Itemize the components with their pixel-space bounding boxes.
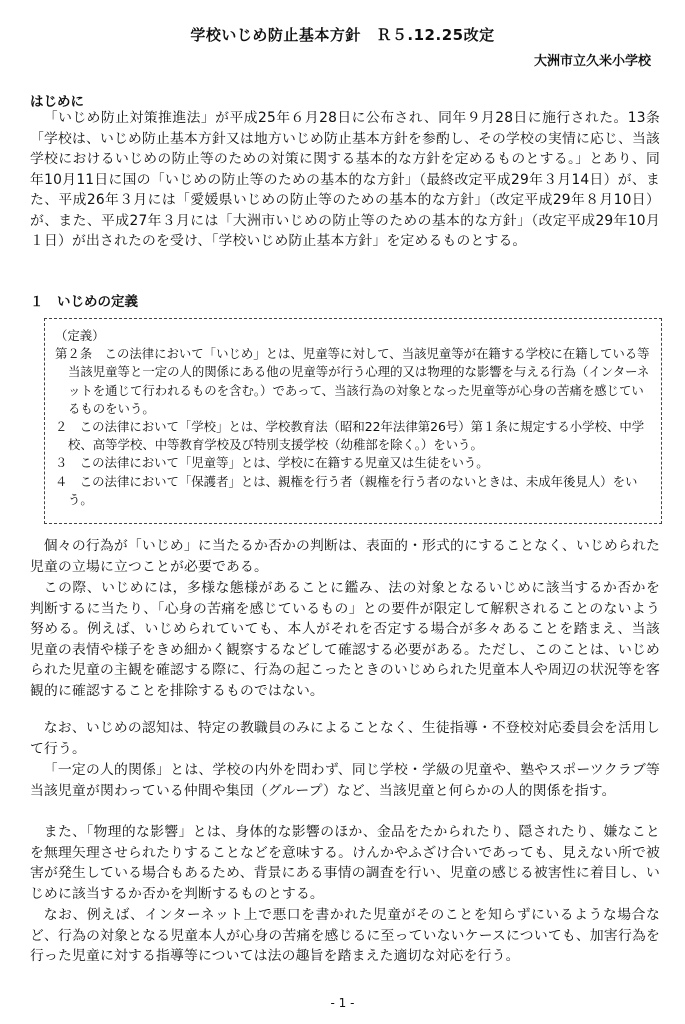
document-title: 学校いじめ防止基本方針 Ｒ５.12.25改定	[190, 26, 495, 44]
definition-label: （定義）	[55, 328, 105, 343]
page-number: - 1 -	[330, 996, 355, 1010]
body-paragraph: なお、例えば、インターネット上で悪口を書かれた児童がそのことを知らずにいるような場合など、行為の対象となる児童本人が心身の苦痛を感じるに至っていないケースについても、加害行為を行った児童に対する指導等については法の趣旨を踏まえた適切な対応を行う。	[30, 907, 660, 964]
definition-item: ３ この法律において「児童等」とは、学校に在籍する児童又は生徒をいう。	[55, 455, 489, 471]
school-name: 大洲市立久米小学校	[533, 54, 651, 69]
definition-item: ４ この法律において「保護者」とは、親権を行う者（親権を行う者のないときは、未成年後見人）をいう。	[55, 473, 638, 507]
body-paragraph: 「一定の人的関係」とは、学校の内外を問わず、同じ学校・学級の児童や、塾やスポーツクラブ等当該児童が関わっている仲間や集団（グループ）など、当該児童と何らかの人的関係を指す。	[30, 762, 660, 799]
body-paragraph: なお、いじめの認知は、特定の教職員のみによることなく、生徒指導・不登校対応委員会を活用して行う。	[30, 720, 660, 757]
definition-item: ２ この法律において「学校」とは、学校教育法（昭和22年法律第26号）第１条に規定する小学校、中学校、高等学校、中等教育学校及び特別支援学校（幼稚部を除く。）をいう。	[55, 419, 645, 453]
definition-box	[44, 318, 662, 524]
section1-heading: １ いじめの定義	[30, 294, 138, 310]
intro-heading: はじめに	[30, 94, 84, 110]
intro-paragraph: 「いじめ防止対策推進法」が平成25年６月28日に公布され、同年９月28日に施行された。13条「学校は、いじめ防止基本方針又は地方いじめ防止基本方針を参酌し、その学校の実情に応じ、当該学校におけるいじめの防止等のための対策に関する基本的な方針を定めるものとする。」とあり、同年10月11日に国の「いじめの防止等のための基本的な方針」（最終改定平成29年３月14日）が、また、平成26年３月には「愛媛県いじめの防止等のための基本的な方針」（改定平成29年８月10日）が、また、平成27年３月には「大洲市いじめの防止等のための基本的な方針」（改定平成29年10月１日）が出されたのを受け、「学校いじめ防止基本方針」を定めるものとする。	[30, 110, 660, 249]
body-paragraph: 個々の行為が「いじめ」に当たるか否かの判断は、表面的・形式的にすることなく、いじめられた児童の立場に立つことが必要である。	[30, 538, 660, 575]
body-paragraph: この際、いじめには，多様な態様があることに鑑み、法の対象となるいじめに該当するか否かを判断するに当たり、「心身の苦痛を感じているもの」との要件が限定して解釈されることのないよう努める。例えば、いじめられていても、本人がそれを否定する場合が多々あることを踏まえ、当該児童の表情や様子をきめ細かく観察するなどして確認する必要がある。ただし、このことは、いじめられた児童の主観を確認する際に、行為の起こったときのいじめられた児童本人や周辺の状況等を客観的に確認することを排除するものではない。	[30, 580, 660, 699]
definition-item: 第２条 この法律において「いじめ」とは、児童等に対して、当該児童等が在籍する学校に在籍している等当該児童等と一定の人的関係にある他の児童等が行う心理的又は物理的な影響を与える行為（インターネットを通じて行われるものを含む。）であって、当該行為の対象となった児童等が心身の苦痛を感じているものをいう。	[55, 346, 650, 416]
body-paragraph: また、「物理的な影響」とは、身体的な影響のほか、金品をたかられたり、隠されたり、嫌なことを無理矢理させられたりすることなどを意味する。けんかやふざけ合いであっても、見えない所で被害が発生している場合もあるため、背景にある事情の調査を行い、児童の感じる被害性に着目し、いじめに該当するか否かを判断するものとする。	[30, 824, 660, 902]
